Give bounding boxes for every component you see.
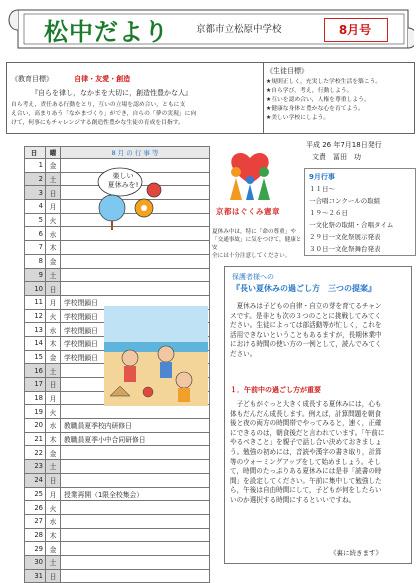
article-line: ださい。生徒によっては部活動等が忙しく，これを bbox=[230, 321, 382, 330]
calendar-row bbox=[25, 460, 210, 474]
article-line: 後と夜の両方の時間帯でやってみると，速く，正確 bbox=[230, 419, 382, 428]
calendar-day: 4 bbox=[25, 200, 46, 214]
calendar-day: 21 bbox=[25, 432, 46, 446]
calendar-event: 教職員夏季小中合同研修日 bbox=[61, 432, 210, 446]
issue-date: 平成 26 年7月18日発行 bbox=[306, 141, 382, 149]
calendar-day: 12 bbox=[25, 309, 46, 323]
goals-line: 自ら考え，責任ある行動をとり，互いの立場を認め合い，ともに支 bbox=[11, 102, 186, 108]
calendar-weekday: 土 bbox=[46, 364, 61, 378]
article-body bbox=[230, 400, 406, 506]
beach-illustration bbox=[104, 306, 208, 406]
article-section-heading: １．午前中の過ごし方が重要 bbox=[230, 386, 321, 394]
calendar-row bbox=[25, 555, 210, 569]
calendar-event bbox=[61, 514, 210, 528]
beach-illustration-graphic bbox=[104, 306, 208, 406]
article-line: やるべきこと」を親子で話し合い決めておきましょ bbox=[230, 438, 382, 447]
article-line: にできるのは，朝食後だと言われています。「午前に bbox=[230, 428, 385, 437]
calendar-weekday: 火 bbox=[46, 213, 61, 227]
calendar-day: 2 bbox=[25, 172, 46, 186]
calendar-day: 3 bbox=[25, 186, 46, 200]
article-intro bbox=[230, 302, 406, 360]
article-line: ら，午後は自由時間にして，子どもが何をしたらい bbox=[230, 486, 382, 495]
calendar-row bbox=[25, 268, 210, 282]
education-goals-box bbox=[6, 62, 264, 134]
family-logo-icon bbox=[222, 146, 278, 202]
calendar-day: 6 bbox=[25, 227, 46, 241]
events-heading: 9月行事 bbox=[309, 173, 335, 181]
student-goal-item: ★互いを認め合い，人権を尊重しよう。 bbox=[266, 97, 370, 103]
calendar-day: 16 bbox=[25, 364, 46, 378]
calendar-event bbox=[61, 555, 210, 569]
calendar-event: 学校閉鎖日 bbox=[61, 336, 210, 350]
continued-note: 《裏に続きます》 bbox=[330, 549, 382, 557]
article-line: 間」を設定してください。午前に集中して勉強した bbox=[230, 476, 382, 485]
col-header-day: 日 bbox=[25, 147, 46, 159]
calendar-row bbox=[25, 419, 210, 433]
calendar-day: 9 bbox=[25, 268, 46, 282]
notice-line: 全には十分注意してください。 bbox=[212, 253, 291, 259]
month-issue: 8月号 bbox=[338, 23, 372, 37]
student-goal-item: ★健康な身体と豊かな心を育てよう。 bbox=[266, 106, 364, 112]
calendar-day: 14 bbox=[25, 336, 46, 350]
article-line: いのか選択する時間にするといいですね。 bbox=[230, 495, 356, 504]
calendar-day: 1 bbox=[25, 159, 46, 173]
calendar-header-row bbox=[25, 147, 210, 159]
student-goal-item: ★規則正しく，充実した学校生活を築こう。 bbox=[266, 79, 382, 85]
calendar-weekday: 月 bbox=[46, 295, 61, 309]
col-header-events: 8 月 の 行 事 等 bbox=[61, 147, 210, 159]
school-name: 京都市立松原中学校 bbox=[196, 24, 282, 35]
calendar-day: 11 bbox=[25, 295, 46, 309]
calendar-event: 学校閉鎖日 bbox=[61, 295, 210, 309]
article-line: 夏休みは子どもの自律・自立の芽を育てるチャン bbox=[230, 302, 382, 310]
calendar-event: 学校閉鎖日 bbox=[61, 350, 210, 364]
article-line: における時間の使い方の一例として，読んでみてく bbox=[230, 340, 382, 349]
calendar-day: 24 bbox=[25, 473, 46, 487]
calendar-event bbox=[61, 254, 210, 268]
event-line: 一合唱コンクールの取組 bbox=[309, 197, 381, 205]
calendar-weekday: 金 bbox=[46, 254, 61, 268]
calendar-weekday: 日 bbox=[46, 378, 61, 392]
calendar-weekday: 土 bbox=[46, 460, 61, 474]
calendar-day: 8 bbox=[25, 254, 46, 268]
calendar-weekday: 水 bbox=[46, 323, 61, 337]
calendar-day: 29 bbox=[25, 542, 46, 556]
article-line: う。勉強の初めには，音読や漢字の書き取り，計算 bbox=[230, 447, 382, 456]
calendar-row bbox=[25, 282, 210, 296]
article-line: 体もだんだん成長します。例えば，計算問題を朝食 bbox=[230, 409, 382, 418]
calendar-day: 19 bbox=[25, 405, 46, 419]
calendar-weekday: 月 bbox=[46, 200, 61, 214]
calendar-weekday: 木 bbox=[46, 528, 61, 542]
calendar-weekday: 木 bbox=[46, 241, 61, 255]
article-line: スです。是非とも次の３つのことに挑戦してみてく bbox=[230, 311, 382, 320]
calendar-day: 5 bbox=[25, 213, 46, 227]
article-line: て，時間のたっぷりある夏休みには是非「読書の時 bbox=[230, 467, 382, 476]
calendar-row bbox=[25, 473, 210, 487]
author-line: 文責 冨田 功 bbox=[312, 153, 361, 161]
calendar-row bbox=[25, 254, 210, 268]
calendar-row bbox=[25, 487, 210, 501]
calendar-day: 10 bbox=[25, 282, 46, 296]
calendar-event bbox=[61, 460, 210, 474]
calendar-weekday: 金 bbox=[46, 159, 61, 173]
calendar-weekday: 月 bbox=[46, 487, 61, 501]
calendar-event bbox=[61, 501, 210, 515]
article-line: ださい。 bbox=[230, 349, 257, 358]
goals-motto: 『自らを律し，なかまを大切に，創造性豊かな人』 bbox=[31, 89, 192, 97]
calendar-weekday: 土 bbox=[46, 268, 61, 282]
calendar-weekday: 水 bbox=[46, 419, 61, 433]
calendar-day: 28 bbox=[25, 528, 46, 542]
calendar-weekday: 日 bbox=[46, 282, 61, 296]
goals-line: けて，何事にもチャレンジする創造性豊かな生徒の育成を目指す。 bbox=[11, 120, 184, 126]
calendar-weekday: 木 bbox=[46, 336, 61, 350]
calendar-row bbox=[25, 569, 210, 583]
calendar-weekday: 金 bbox=[46, 350, 61, 364]
student-goals-box bbox=[262, 62, 415, 134]
summer-bubble-text: 楽しい 夏休みを! bbox=[107, 172, 139, 189]
col-header-weekday: 曜 bbox=[46, 147, 61, 159]
calendar-day: 30 bbox=[25, 555, 46, 569]
calendar-event bbox=[61, 241, 210, 255]
calendar-weekday: 木 bbox=[46, 432, 61, 446]
calendar-weekday: 土 bbox=[46, 555, 61, 569]
calendar-day: 15 bbox=[25, 350, 46, 364]
calendar-weekday: 金 bbox=[46, 446, 61, 460]
student-goal-item: ★美しい学校にしよう。 bbox=[266, 115, 330, 121]
newsletter-title: 松中だより bbox=[44, 18, 169, 46]
event-line: ３０日一文化祭舞台発表 bbox=[309, 245, 381, 253]
calendar-day: 23 bbox=[25, 460, 46, 474]
notice-line: 夏休み中は，特に「命の尊重」や bbox=[212, 229, 296, 235]
september-events-box bbox=[304, 168, 416, 256]
goals-line: え合い，高まりあう「なかまづくり」ができ，自らの「夢の実現」に向 bbox=[11, 111, 197, 117]
calendar-row bbox=[25, 514, 210, 528]
calendar-day: 27 bbox=[25, 514, 46, 528]
calendar-weekday: 日 bbox=[46, 473, 61, 487]
calendar-event: 教職員夏季校内研修日 bbox=[61, 419, 210, 433]
event-line: １９～２６日 bbox=[309, 209, 348, 217]
calendar-day: 13 bbox=[25, 323, 46, 337]
calendar-day: 7 bbox=[25, 241, 46, 255]
calendar-row bbox=[25, 432, 210, 446]
calendar-event bbox=[61, 446, 210, 460]
calendar-weekday: 火 bbox=[46, 309, 61, 323]
calendar-event bbox=[61, 473, 210, 487]
calendar-row bbox=[25, 241, 210, 255]
calendar-day: 20 bbox=[25, 419, 46, 433]
calendar-day: 18 bbox=[25, 391, 46, 405]
summer-safety-notice bbox=[212, 228, 304, 260]
event-line: 一文化祭の取組・合唱タイム bbox=[309, 221, 394, 229]
calendar-event bbox=[61, 528, 210, 542]
calendar-event: 学校閉鎖日 bbox=[61, 309, 210, 323]
goals-keywords: 自律・友愛・創造 bbox=[74, 75, 131, 83]
student-goal-item: ★自ら学び，考え，行動しよう。 bbox=[266, 88, 353, 94]
calendar-weekday: 土 bbox=[46, 172, 61, 186]
calendar-row bbox=[25, 501, 210, 515]
calendar-row bbox=[25, 528, 210, 542]
calendar-event: 学校閉鎖日 bbox=[61, 323, 210, 337]
calendar-weekday: 金 bbox=[46, 542, 61, 556]
article-title: 『長い夏休みの過ごし方 三つの提案』 bbox=[232, 284, 376, 293]
calendar-event bbox=[61, 268, 210, 282]
calendar-weekday: 月 bbox=[46, 391, 61, 405]
goals-label: 《教育目標》 bbox=[11, 75, 53, 83]
calendar-day: 22 bbox=[25, 446, 46, 460]
calendar-event bbox=[61, 569, 210, 583]
goals-header bbox=[11, 66, 263, 85]
student-goals-label: 《生徒目標》 bbox=[266, 67, 308, 75]
article-line: 活用できないということもあるますが，長期休業中 bbox=[230, 330, 382, 339]
calendar-day: 17 bbox=[25, 378, 46, 392]
article-subheading: 保護者様への bbox=[232, 273, 274, 281]
calendar-weekday: 水 bbox=[46, 227, 61, 241]
logo-caption: 京都はぐくみ憲章 bbox=[216, 207, 280, 216]
calendar-day: 25 bbox=[25, 487, 46, 501]
calendar-weekday: 火 bbox=[46, 501, 61, 515]
calendar-event bbox=[61, 282, 210, 296]
calendar-event: 授業再開（1限全校集会） bbox=[61, 487, 210, 501]
event-line: １１日～ bbox=[309, 185, 335, 193]
calendar-weekday: 火 bbox=[46, 405, 61, 419]
calendar-weekday: 水 bbox=[46, 514, 61, 528]
calendar-row bbox=[25, 405, 210, 419]
kyoto-hagukumi-logo bbox=[222, 146, 278, 202]
calendar-weekday: 日 bbox=[46, 186, 61, 200]
calendar-day: 26 bbox=[25, 501, 46, 515]
calendar-event bbox=[61, 542, 210, 556]
article-line: 等のウォーミングアップをして始めましょう。そし bbox=[230, 457, 381, 466]
event-line: ２９日一文化祭展示発表 bbox=[309, 233, 381, 241]
calendar-weekday: 日 bbox=[46, 569, 61, 583]
article-line: 子どもがぐっと大きく成長する夏休みには，心も bbox=[230, 400, 382, 408]
calendar-day: 31 bbox=[25, 569, 46, 583]
notice-line: 「交通事故」に気をつけて，健康と安 bbox=[212, 237, 302, 251]
calendar-event bbox=[61, 405, 210, 419]
calendar-row bbox=[25, 542, 210, 556]
calendar-row bbox=[25, 446, 210, 460]
